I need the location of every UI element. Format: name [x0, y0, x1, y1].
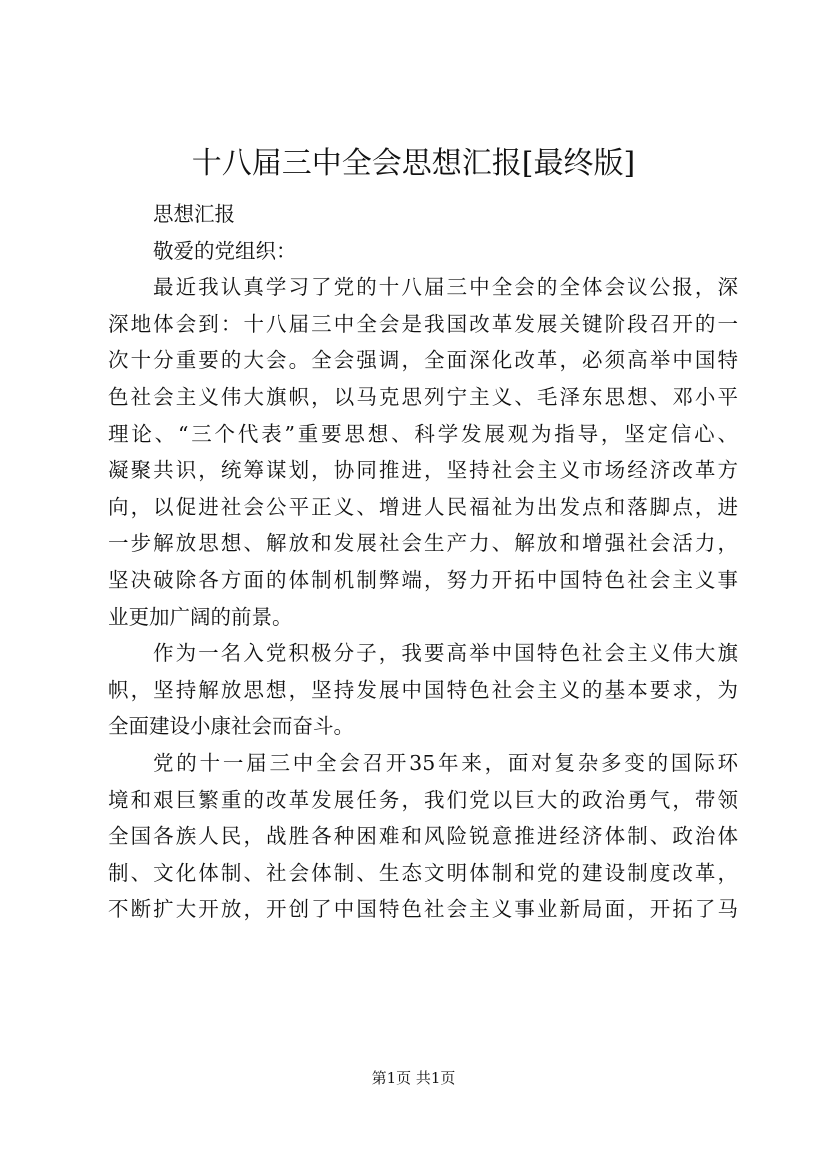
body-line: 次十分重要的大会。全会强调，全面深化改革，必须高举中国特 — [108, 348, 738, 373]
body-line: 境和艰巨繁重的改革发展任务，我们党以巨大的政治勇气，带领 — [108, 787, 738, 812]
document-body — [108, 196, 738, 928]
page-footer: 第1页 共1页 — [371, 1069, 456, 1087]
body-line: 色社会主义伟大旗帜，以马克思列宁主义、毛泽东思想、邓小平 — [108, 384, 738, 409]
body-line: 制、文化体制、社会体制、生态文明体制和党的建设制度改革， — [108, 860, 738, 885]
document-title: 十八届三中全会思想汇报[最终版] — [191, 146, 636, 181]
body-line: 向，以促进社会公平正义、增进人民福祉为出发点和落脚点，进 — [108, 494, 738, 519]
body-line: 敬爱的党组织： — [153, 238, 297, 263]
body-line: 理论、“三个代表”重要思想、科学发展观为指导，坚定信心、 — [108, 421, 738, 446]
body-line: 帜，坚持解放思想，坚持发展中国特色社会主义的基本要求，为 — [108, 677, 738, 702]
body-line: 坚决破除各方面的体制机制弊端，努力开拓中国特色社会主义事 — [108, 567, 738, 592]
body-line: 业更加广阔的前景。 — [108, 604, 293, 629]
body-line: 不断扩大开放，开创了中国特色社会主义事业新局面，开拓了马 — [108, 897, 738, 922]
body-line: 党的十一届三中全会召开35年来，面对复杂多变的国际环 — [153, 750, 738, 775]
body-line: 深地体会到：十八届三中全会是我国改革发展关键阶段召开的一 — [108, 311, 738, 336]
body-line: 最近我认真学习了党的十八届三中全会的全体会议公报，深 — [153, 275, 738, 300]
body-line: 思想汇报 — [153, 202, 235, 226]
body-line: 作为一名入党积极分子，我要高举中国特色社会主义伟大旗 — [153, 641, 738, 666]
body-line: 全国各族人民，战胜各种困难和风险锐意推进经济体制、政治体 — [108, 824, 738, 849]
body-line: 凝聚共识，统筹谋划，协同推进，坚持社会主义市场经济改革方 — [108, 458, 738, 483]
body-line: 一步解放思想、解放和发展社会生产力、解放和增强社会活力， — [108, 531, 738, 556]
body-line: 全面建设小康社会而奋斗。 — [108, 714, 354, 739]
